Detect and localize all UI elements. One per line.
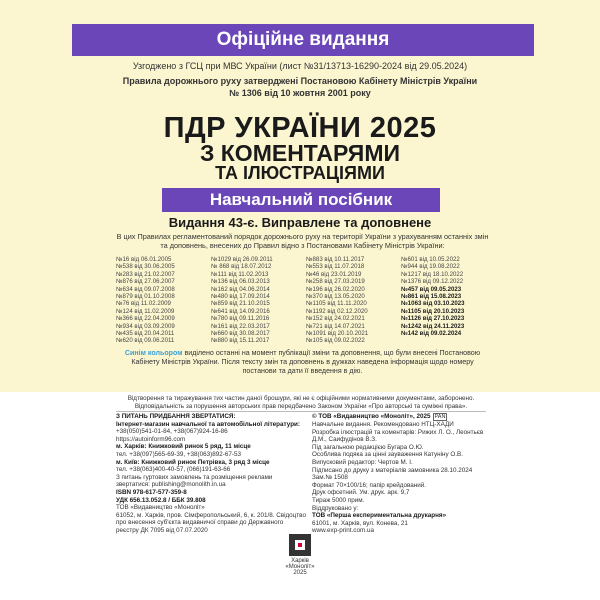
book-title-line-2: З КОМЕНТАРЯМИ	[199, 140, 401, 166]
imprint-line	[116, 489, 306, 497]
amendment-item: №1126 від 27.10.2023	[401, 315, 465, 323]
imprint-text: ТОВ «Видавництво «Моноліт»	[116, 504, 205, 512]
monolith-logo-icon	[289, 534, 311, 556]
rules-approval-text	[60, 75, 540, 99]
amendment-item: №76 від 11.02.2009	[116, 300, 171, 308]
amendment-item: №883 від 10.11.2017	[306, 256, 365, 263]
amendment-item: №124 від 11.02.2009	[116, 307, 175, 315]
imprint-text: Під загальною редакцією Бугара О.Ю.	[312, 443, 424, 451]
imprint-text: Тираж 5000 прим.	[312, 496, 365, 504]
imprint-line	[312, 421, 492, 429]
amendment-item: №152 від 24.02.2021	[306, 315, 365, 323]
imprint-text: ISBN 978-617-577-359-8	[116, 488, 187, 496]
amendment-item: №136 від 06.03.2013	[211, 278, 270, 286]
imprint-text: +38(050)541-01-84, +38(067)924-16-86	[116, 428, 228, 436]
imprint-line	[116, 413, 306, 421]
amendment-item: №641 від 14.09.2016	[211, 307, 270, 315]
imprint-line	[312, 527, 492, 535]
imprint-text: тел. +38(097)565-69-39, +38(063)892-67-53	[116, 450, 241, 458]
amendment-item: №1091 від 20.10.2021	[306, 329, 369, 337]
imprint-line	[312, 505, 492, 513]
imprint-text: Формат 70×100/16; папір крейдований.	[312, 481, 427, 489]
amendment-item: №46 від 23.01.2019	[306, 270, 362, 278]
amendment-item: №480 від 17.09.2014	[211, 292, 270, 300]
imprint-text: https://autoinform96.com	[116, 435, 186, 443]
amendment-item: №1192 від 02.12.2020	[306, 307, 368, 315]
amendment-item: №538 від 30.06.2005	[116, 263, 175, 271]
imprint-text: Навчальне видання. Рекомендовано НТЦ-ХАДИ	[312, 421, 454, 428]
amendment-item: №366 від 22.04.2009	[116, 315, 175, 323]
pan-badge: PAN	[434, 414, 446, 420]
color-note-text: виділено останні на момент публікації зміни та доповнення, що були внесені Постановою Кабінету Міністрів України. Після тексту змін та доповнень в дужках наведена інформація щодо номеру постанови та дати її введення в дію.	[131, 349, 481, 375]
imprint-line	[116, 512, 306, 535]
imprint-line	[116, 443, 306, 451]
amendment-item	[401, 337, 496, 344]
amendment-item: №660 від 30.08.2017	[211, 329, 270, 337]
imprint-text: Випусковий редактор: Чертов М. І.	[312, 458, 413, 466]
imprint-text: 61001, м. Харків, вул. Конева, 21	[312, 519, 408, 527]
amendment-item: №161 від 22.03.2017	[211, 322, 270, 330]
amendment-item: №258 від 27.03.2019	[306, 278, 365, 286]
imprint-line	[116, 428, 306, 436]
rules-line-1: Правила дорожнього руху затверджені Постановою Кабінету Міністрів України	[122, 76, 478, 86]
amendment-item: №1242 від 24.11.2023	[401, 322, 465, 330]
logo-year: 2025	[293, 570, 307, 576]
imprint-line	[312, 474, 492, 482]
imprint-line	[116, 466, 306, 474]
amendment-item: №162 від 04.06.2014	[211, 285, 270, 293]
imprint-text: Віддруковано у:	[312, 504, 359, 512]
amendment-item: №876 від 27.06.2007	[116, 278, 175, 286]
imprint-line	[116, 421, 306, 429]
book-title: ПДР УКРАЇНИ 2025	[163, 112, 437, 144]
imprint-text: Друк офсетний. Ум. друк. арк. 9,7	[312, 489, 410, 497]
imprint-line	[312, 429, 492, 444]
amendment-item: №1105 від 11.11.2020	[306, 300, 367, 308]
approval-note: Узгоджено з ГСЦ при МВС України (лист №31/13713-16290-2024 від 29.05.2024)	[132, 61, 468, 71]
amendment-item: №111 від 11.02.2013	[211, 270, 269, 278]
amendment-item: №283 від 21.02.2007	[116, 270, 175, 278]
imprint-text: www.exp-print.com.ua	[312, 527, 374, 535]
copyright-notice: Відтворення та тиражування тих частин даної брошури, які не є офіційними нормативними документами, заборонено. Відповідальність за порушення авторських прав передбачено Законом України «Про авторські та суміжні права».	[127, 395, 475, 410]
imprint-line	[312, 413, 492, 421]
imprint-text: Підписано до друку з матеріалів замовника 28.10.2024	[312, 466, 473, 474]
imprint-line	[116, 451, 306, 459]
amendment-item: №196 від 26.02.2020	[306, 285, 365, 293]
imprint-line	[116, 497, 306, 505]
publisher-logo	[282, 534, 318, 576]
imprint-text: м. Київ: Книжковий ринок Петрівка, 3 ряд 3 місце	[116, 458, 270, 466]
amendment-item: №435 від 20.04.2011	[116, 329, 175, 337]
imprint-text: УДК 656.13.052.8 / ББК 39.808	[116, 496, 206, 504]
amendment-item: №859 від 21.10.2015	[211, 300, 270, 308]
rules-line-2: № 1306 від 10 жовтня 2001 року	[229, 88, 371, 98]
imprint-line	[312, 497, 492, 505]
imprint-text: Зам.№ 1508	[312, 474, 348, 482]
amendments-list	[116, 256, 496, 345]
imprint-line	[312, 512, 492, 520]
color-note	[115, 349, 490, 376]
imprint-line	[312, 459, 492, 467]
imprint-text: тел. +38(063)400-40-57, (066)191-63-66	[116, 466, 231, 474]
divider	[116, 411, 486, 412]
imprint-line	[116, 459, 306, 467]
amendment-item: №1376 від 09.12.2022	[401, 278, 464, 286]
amendments-description: В цих Правилах регламентований порядок дорожнього руху на території України з урахуванням останніх змін та доповнень, внесених до Правил відно з Постановами Кабінету Міністрів України:	[116, 232, 489, 250]
imprint-text: © ТОВ «Видавництво «Моноліт», 2025	[312, 413, 431, 420]
imprint-line	[312, 451, 492, 459]
amendment-item: №1105 від 20.10.2023	[401, 307, 465, 315]
amendment-item: №105 від 09.02.2022	[306, 337, 365, 345]
amendment-item: № 868 від 18.07.2012	[211, 263, 272, 271]
amendment-item: №1063 від 03.10.2023	[401, 300, 465, 308]
amendment-item: №620 від 09.06.2011	[116, 337, 175, 345]
amendment-item: №721 від 14.07.2021	[306, 322, 365, 330]
amendment-item: №880 від 15.11.2017	[211, 337, 270, 345]
imprint-line	[116, 504, 306, 512]
amendment-item: №1217 від 18.10.2022	[401, 270, 464, 278]
imprint-text: З питань гуртових замовлень та розміщення реклами звертатися: publishing@monolith.in.ua	[116, 473, 273, 489]
amendment-item: №16 від 06.01.2005	[116, 256, 172, 263]
amendment-item: №142 від 09.02.2024	[401, 329, 462, 337]
amendment-item: №934 від 03.09.2009	[116, 322, 175, 330]
imprint-line	[312, 489, 492, 497]
edition-line: Видання 43-є. Виправлене та доповнене	[168, 215, 432, 230]
imprint-text: ТОВ «Перша експериментальна друкарня»	[312, 512, 447, 520]
logo-publisher: «Моноліт»	[285, 564, 315, 570]
imprint-line	[312, 467, 492, 475]
imprint-left-column	[116, 413, 306, 535]
imprint-text: м. Харків: Книжковий ринок 5 ряд, 11 місце	[116, 443, 251, 451]
logo-city: Харків	[291, 558, 309, 564]
imprint-right-column	[312, 413, 492, 535]
amendment-item: №553 від 11.07.2018	[306, 263, 365, 271]
amendment-item: №370 від 13.05.2020	[306, 292, 365, 300]
amendment-item: №944 від 19.08.2022	[401, 263, 460, 271]
book-title-line-3: ТА ІЛЮСТРАЦІЯМИ	[215, 163, 385, 183]
amendment-item: №780 від 09.11.2016	[211, 315, 270, 323]
amendment-item: №861 від 15.08.2023	[401, 292, 462, 300]
color-note-highlight: Синім кольором	[124, 349, 183, 357]
official-edition-banner: Офіційне видання	[72, 24, 534, 56]
imprint-text: Інтернет-магазин навчальної та автомобільної літератури:	[116, 420, 301, 428]
subtitle-badge: Навчальний посібник	[162, 188, 440, 212]
imprint-text: З ПИТАНЬ ПРИДБАННЯ ЗВЕРТАТИСЯ:	[116, 413, 236, 420]
amendment-item: №634 від 09.07.2008	[116, 285, 175, 293]
amendment-item: №879 від 01.10.2008	[116, 292, 175, 300]
imprint-text: 61052, м. Харків, пров. Сімферопольський, 6, к. 201/8. Свідоцтво про внесення суб'єкта видавничої справи до Державного реєстру ДК 7095 від 07.07.2020	[116, 511, 306, 534]
imprint-text: Особлива подяка за цінні зауваження Катуніну О.В.	[312, 451, 463, 459]
imprint-line	[116, 474, 306, 489]
amendment-item: №457 від 09.05.2023	[401, 285, 462, 293]
imprint-line	[312, 520, 492, 528]
imprint-text: Розробка ілюстрацій та коментарів: Рижих Л. О., Леонтьєв Д.М., Саифудінов В.З.	[312, 428, 484, 444]
amendment-item: №1029 від 26.09.2011	[211, 256, 273, 263]
amendment-item: №601 від 10.05.2022	[401, 256, 460, 263]
